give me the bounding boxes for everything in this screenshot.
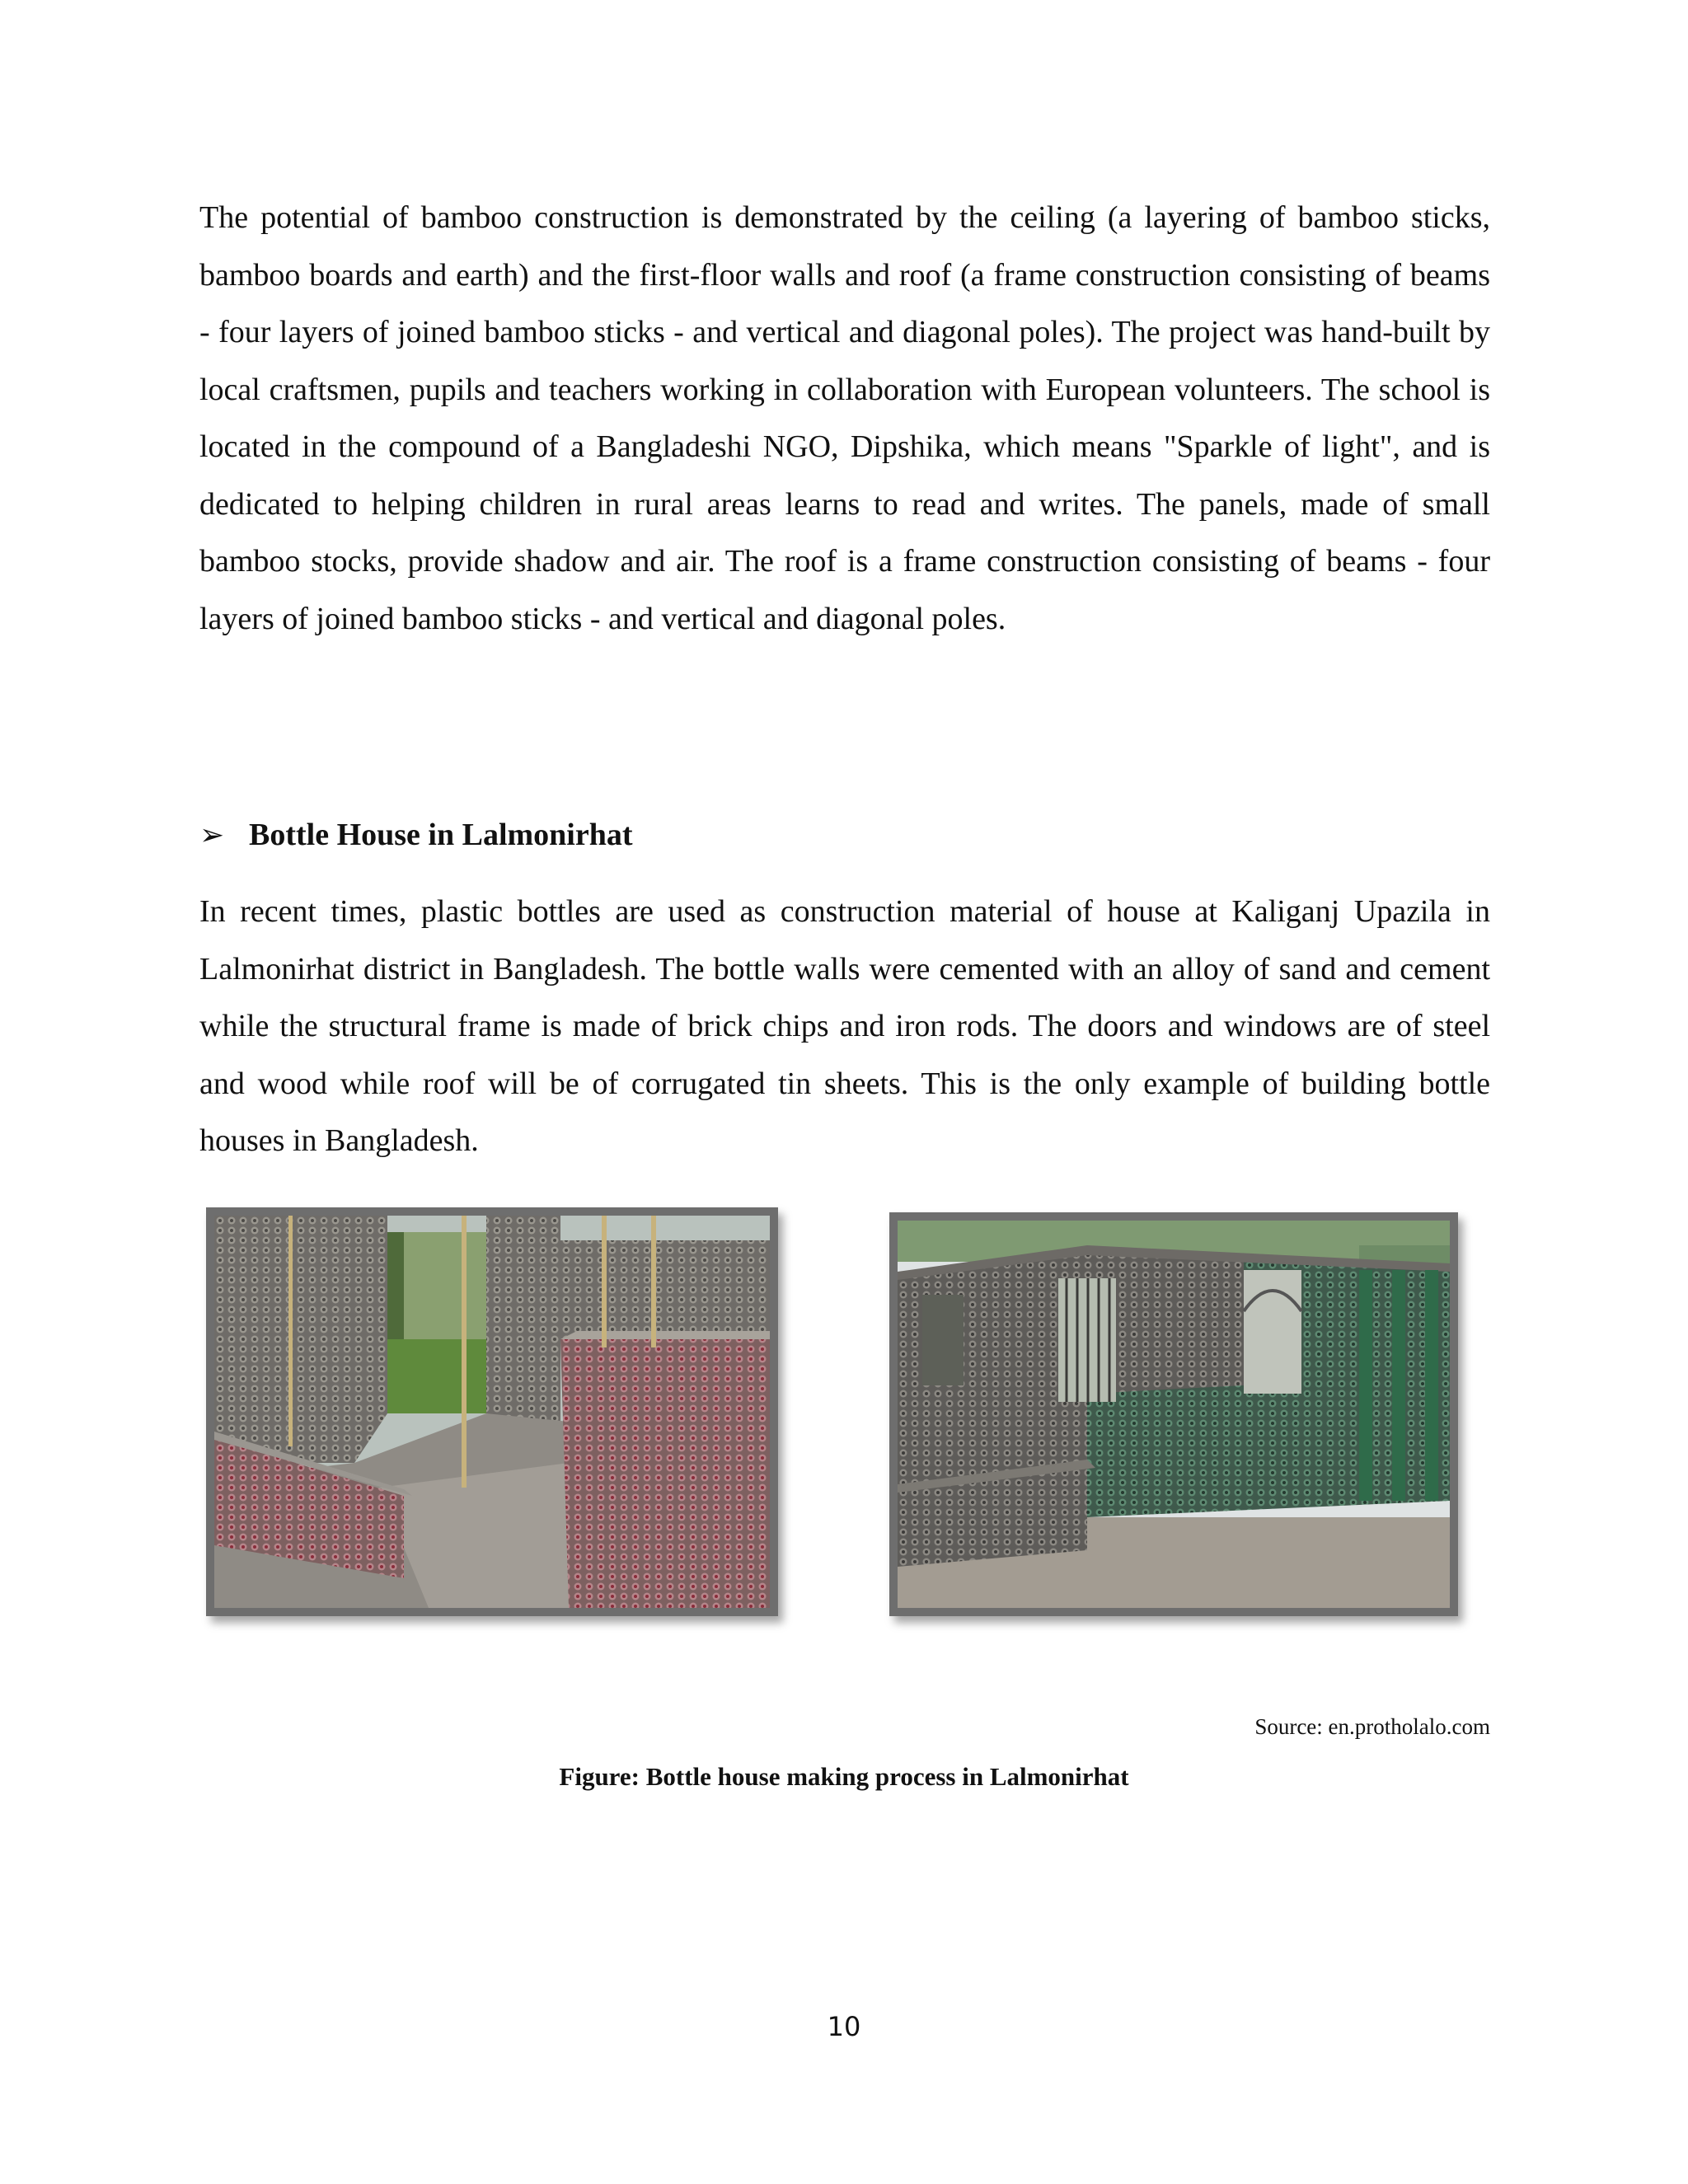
- bottle-house-photo-interior: [206, 1207, 778, 1616]
- figure-source: Source: en.protholalo.com: [1254, 1714, 1490, 1739]
- bamboo-paragraph: The potential of bamboo construction is demonstrated by the ceiling (a layering of bamboo sticks, bamboo boards and earth) and the first-floor walls and roof (a frame construction consisting of beams - four layers of joined bamboo sticks - and vertical and diagonal poles). The project was hand-built by local craftsmen, pupils and teachers working in collaboration with European volunteers. The school is located in the compound of a Bangladeshi NGO, Dipshika, which means "Sparkle of light", and is dedicated to helping children in rural areas learns to read and writes. The panels, made of small bamboo stocks, provide shadow and air. The roof is a frame construction consisting of beams - four layers of joined bamboo sticks - and vertical and diagonal poles.: [199, 200, 1490, 636]
- figure-caption: Figure: Bottle house making process in Lalmonirhat: [559, 1762, 1129, 1791]
- bottle-house-photo-exterior: [889, 1212, 1458, 1616]
- section-heading-text: Bottle House in Lalmonirhat: [249, 818, 633, 852]
- arrowhead-bullet-icon: ➢: [199, 818, 225, 851]
- bottle-house-paragraph: In recent times, plastic bottles are used as construction material of house at Kaliganj Upazila in Lalmonirhat district in Bangladesh. The bottle walls were cemented with an alloy of sand and cement while the structural frame is made of brick chips and iron rods. The doors and windows are of steel and wood while roof will be of corrugated tin sheets. This is the only example of building bottle houses in Bangladesh.: [199, 894, 1490, 1158]
- page-number: 10: [827, 2011, 861, 2042]
- section-heading: [199, 812, 633, 858]
